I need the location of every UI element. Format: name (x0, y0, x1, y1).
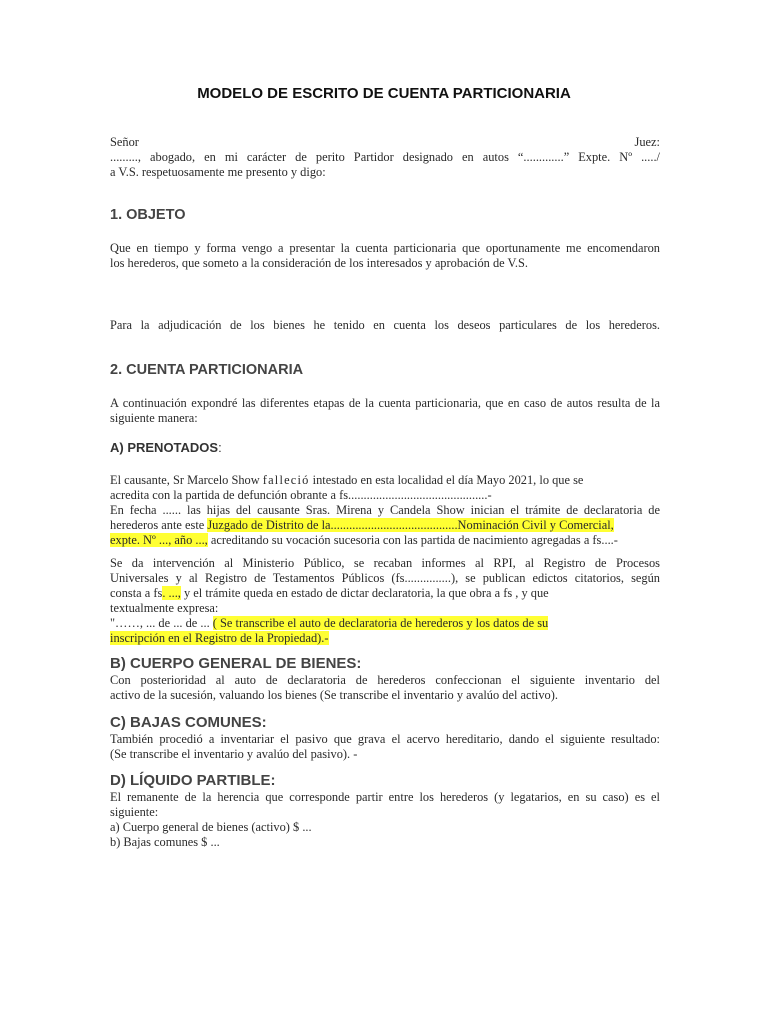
cuenta-line-2: siguiente manera: (110, 411, 198, 425)
prenotados-heading (110, 440, 222, 455)
bajas-line-1: También procedió a inventariar el pasivo que grava el acervo hereditario, dando el siguiente resultado: (110, 732, 660, 746)
text-run: El causante, Sr Marcelo Show (110, 473, 263, 487)
prenotados-line-3: En fecha ...... las hijas del causante Sras. Mirena y Candela Show inician el trámite de declaratoria de (110, 503, 660, 517)
prenotados-line-1 (110, 473, 660, 488)
section-objeto-heading: 1. OBJETO (110, 207, 186, 223)
prenotados-line-9: textualmente expresa: (110, 601, 219, 615)
text-run: acreditando su vocación sucesoria con las partida de nacimiento agregadas a fs....- (207, 533, 618, 547)
cuerpo-line-2: activo de la sucesión, valuando los bienes (Se transcribe el inventario y avalúo del activo). (110, 688, 558, 702)
prenotados-line-2: acredita con la partida de defunción obrante a fs.............................................- (110, 488, 492, 502)
prenotados-line-7: Universales y al Registro de Testamentos Públicos (fs...............), se publican edictos citatorios, según (110, 571, 660, 585)
intro-line-2: ........., abogado, en mi carácter de perito Partidor designado en autos “.............” Expte. Nº ...../ (110, 150, 660, 164)
intro-line-3: a V.S. respetuosamente me presento y digo: (110, 165, 326, 179)
salutation-juez: Juez: (634, 135, 660, 149)
highlight-inscripcion: inscripción en el Registro de la Propiedad).- (110, 631, 329, 645)
intro-paragraph (110, 135, 660, 180)
liquido-item-b: b) Bajas comunes $ ... (110, 835, 220, 849)
section-cuenta-heading: 2. CUENTA PARTICIONARIA (110, 362, 304, 378)
cuerpo-general-paragraph (110, 673, 660, 703)
text-run: consta a fs (110, 586, 163, 600)
prenotados-line-8 (110, 586, 660, 601)
highlight-auto: ( Se transcribe el auto de declaratoria de herederos y los datos de su (212, 616, 549, 630)
highlight-juzgado: Juzgado de Distrito de la.........................................Nominación Civil y Comercial, (207, 518, 614, 532)
cuenta-paragraph (110, 396, 660, 426)
liquido-line-2: siguiente: (110, 805, 159, 819)
text-run: y el trámite queda en estado de dictar declaratoria, la que obra a fs , y que (180, 586, 549, 600)
bajas-line-2: (Se transcribe el inventario y avalúo del pasivo). - (110, 747, 358, 761)
liquido-line-1: El remanente de la herencia que corresponde partir entre los herederos (y legatarios, en su caso) es el (110, 790, 660, 804)
prenotados-line-4 (110, 518, 660, 533)
prenotados-heading-text: A) PRENOTADOS (110, 440, 219, 455)
prenotados-line-5 (110, 533, 660, 548)
prenotados-paragraph-1 (110, 473, 660, 548)
objeto-p1-line-2: los herederos, que someto a la consideración de los interesados y aprobación de V.S. (110, 256, 528, 270)
text-run: intestado en esta localidad el día Mayo 2021, lo que se (309, 473, 584, 487)
prenotados-line-11 (110, 631, 660, 646)
objeto-paragraph-1 (110, 241, 660, 271)
text-run-spaced: falleció (262, 473, 310, 487)
cuerpo-general-heading: B) CUERPO GENERAL DE BIENES: (110, 655, 362, 672)
highlight-fs: . ..., (162, 586, 181, 600)
bajas-comunes-paragraph (110, 732, 660, 762)
prenotados-line-6: Se da intervención al Ministerio Público, se recaban informes al RPI, al Registro de Procesos (110, 556, 660, 570)
intro-line-1 (110, 135, 660, 150)
highlight-expte: expte. Nº ..., año ..., (110, 533, 208, 547)
prenotados-heading-colon: : (218, 440, 222, 455)
cuerpo-line-1: Con posterioridad al auto de declaratoria de herederos confeccionan el siguiente inventario del (110, 673, 660, 687)
objeto-p1-line-1: Que en tiempo y forma vengo a presentar la cuenta particionaria que oportunamente me encomendaron (110, 241, 660, 255)
cuenta-line-1: A continuación expondré las diferentes etapas de la cuenta particionaria, que en caso de autos resulta de la (110, 396, 660, 410)
bajas-comunes-heading: C) BAJAS COMUNES: (110, 714, 267, 731)
document-title: MODELO DE ESCRITO DE CUENTA PARTICIONARIA (197, 85, 571, 102)
objeto-p2-line-1: Para la adjudicación de los bienes he tenido en cuenta los deseos particulares de los herederos. (110, 318, 660, 332)
prenotados-line-10 (110, 616, 660, 631)
salutation-senor: Señor (110, 135, 139, 149)
liquido-item-a: a) Cuerpo general de bienes (activo) $ ... (110, 820, 312, 834)
prenotados-paragraph-2 (110, 556, 660, 646)
text-run: "……, ... de ... de ... (110, 616, 213, 630)
liquido-partible-heading: D) LÍQUIDO PARTIBLE: (110, 772, 276, 789)
objeto-paragraph-2 (110, 318, 660, 333)
text-run: herederos ante este (110, 518, 208, 532)
liquido-partible-paragraph (110, 790, 660, 850)
